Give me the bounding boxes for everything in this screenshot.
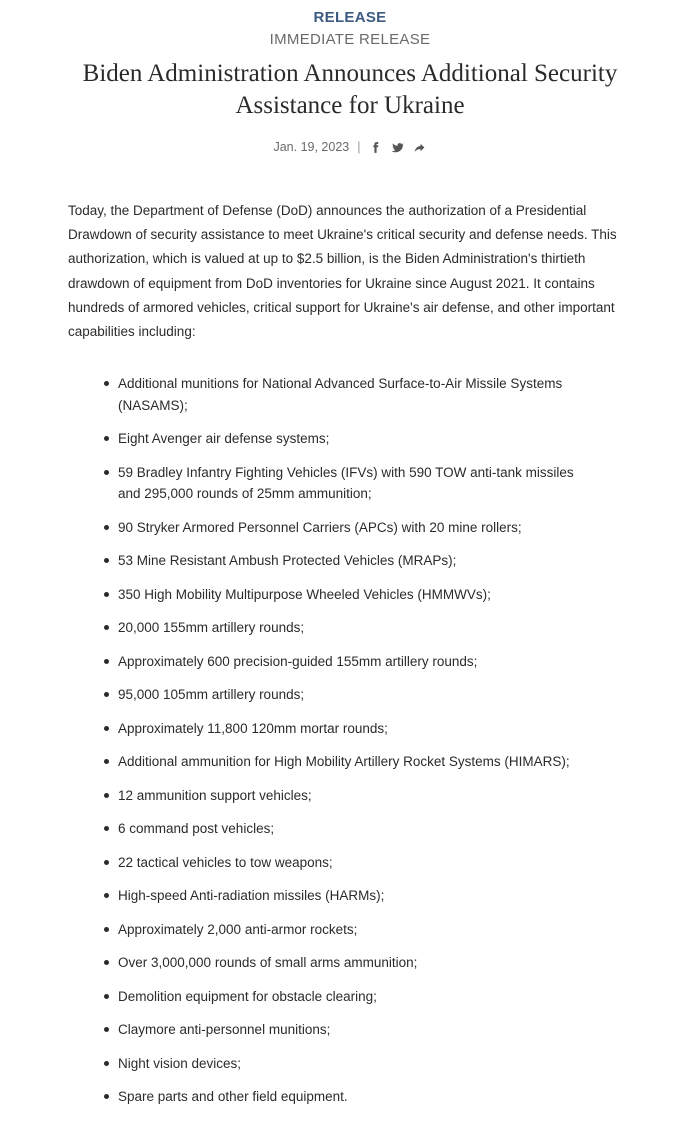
list-item: Additional ammunition for High Mobility Artillery Rocket Systems (HIMARS); — [104, 751, 574, 773]
list-item: Claymore anti-personnel munitions; — [104, 1019, 574, 1041]
list-item: 20,000 155mm artillery rounds; — [104, 617, 574, 639]
meta-bar — [0, 140, 700, 154]
list-item: Additional munitions for National Advanced Surface-to-Air Missile Systems (NASAMS); — [104, 373, 574, 416]
list-item: Night vision devices; — [104, 1053, 574, 1075]
meta-separator: | — [357, 140, 361, 154]
list-item: 95,000 105mm artillery rounds; — [104, 684, 574, 706]
share-icon[interactable] — [413, 140, 427, 154]
page-title: Biden Administration Announces Additional Security Assistance for Ukraine — [82, 60, 618, 119]
list-item: 53 Mine Resistant Ambush Protected Vehicles (MRAPs); — [104, 550, 574, 572]
list-item: 59 Bradley Infantry Fighting Vehicles (IFVs) with 590 TOW anti-tank missiles and 295,000 rounds of 25mm ammunition; — [104, 462, 574, 505]
list-item: High-speed Anti-radiation missiles (HARMs); — [104, 885, 574, 907]
list-item: 22 tactical vehicles to tow weapons; — [104, 852, 574, 874]
list-item: 12 ammunition support vehicles; — [104, 785, 574, 807]
list-item: 350 High Mobility Multipurpose Wheeled Vehicles (HMMWVs); — [104, 584, 574, 606]
capabilities-list — [104, 373, 574, 1120]
release-type-label: RELEASE — [313, 9, 387, 26]
list-item: Spare parts and other field equipment. — [104, 1086, 574, 1108]
twitter-icon[interactable] — [391, 140, 405, 154]
list-item: Eight Avenger air defense systems; — [104, 428, 574, 450]
list-item: 6 command post vehicles; — [104, 818, 574, 840]
list-item: Approximately 2,000 anti-armor rockets; — [104, 919, 574, 941]
release-date: Jan. 19, 2023 — [273, 140, 350, 154]
list-item: Over 3,000,000 rounds of small arms ammunition; — [104, 952, 574, 974]
intro-paragraph: Today, the Department of Defense (DoD) announces the authorization of a Presidential Drawdown of security assistance to meet Ukraine's critical security and defense needs. This authorization, which is valued at up to $2.5 billion, is the Biden Administration's thirtieth drawdown of equipment from DoD inventories for Ukraine since August 2021. It contains hundreds of armored vehicles, critical support for Ukraine's air defense, and other important capabilities including: — [68, 203, 617, 340]
release-subtype-label: IMMEDIATE RELEASE — [269, 31, 431, 48]
facebook-icon[interactable] — [369, 140, 383, 154]
list-item: Approximately 11,800 120mm mortar rounds; — [104, 718, 574, 740]
list-item: Approximately 600 precision-guided 155mm artillery rounds; — [104, 651, 574, 673]
list-item: Demolition equipment for obstacle clearing; — [104, 986, 574, 1008]
list-item: 90 Stryker Armored Personnel Carriers (APCs) with 20 mine rollers; — [104, 517, 574, 539]
